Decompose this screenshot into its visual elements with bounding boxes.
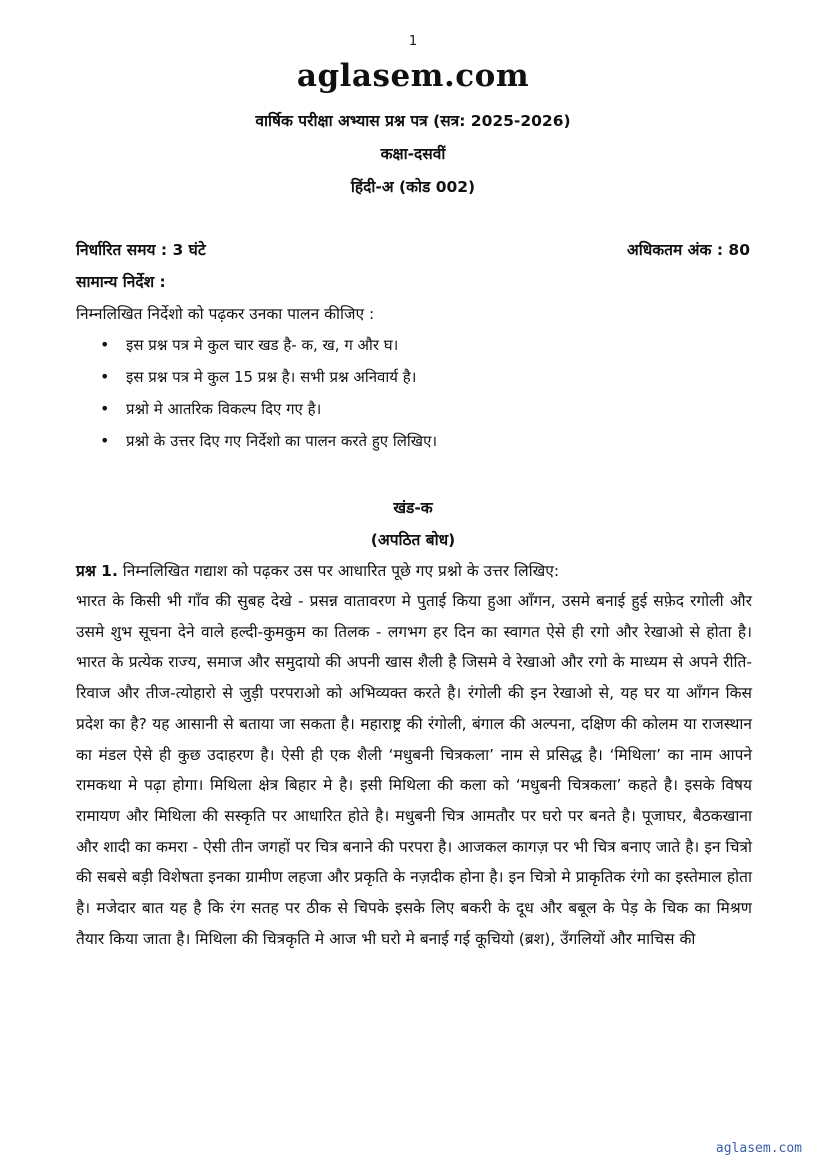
footer-brand: aglasem.com — [715, 1141, 802, 1156]
list-item: • प्रश्नो मे आतरिक विकल्प दिए गए है। — [126, 398, 800, 430]
page-number: 1 — [408, 34, 418, 49]
instructions-heading: सामान्य निर्देश : — [76, 273, 166, 291]
list-item: • इस प्रश्न पत्र मे कुल चार खड है- क, ख, ग और घ। — [126, 334, 800, 366]
class-label: कक्षा-दसवीं — [380, 145, 446, 163]
instructions-list — [76, 334, 800, 462]
question-instruction: निम्नलिखित गद्याश को पढ़कर उस पर आधारित पूछे गए प्रश्नो के उत्तर लिखिए: — [122, 562, 560, 580]
time-allowed: निर्धारित समय : 3 घंटे — [76, 241, 206, 259]
question-number: प्रश्न 1. — [76, 562, 118, 580]
question-block — [76, 560, 752, 954]
subject-label: हिंदी-अ (कोड 002) — [350, 178, 476, 196]
max-marks: अधिकतम अंक : 80 — [626, 241, 750, 259]
brand-logo-text: aglasem.com — [296, 58, 530, 94]
exam-meta-row — [76, 238, 750, 260]
section-title: खंड-क — [393, 499, 433, 517]
question-prompt — [76, 560, 752, 586]
list-item: • प्रश्नो के उत्तर दिए गए निर्देशो का पालन करते हुए लिखिए। — [126, 430, 800, 462]
section-subtitle: (अपठित बोध) — [370, 531, 456, 549]
passage-text: भारत के किसी भी गाँव की सुबह देखे - प्रसन्न वातावरण मे पुताई किया हुआ आँगन, उसमे बनाई हुई सफ़ेद रगोली और उसमे शुभ सूचना देने वाले हल्दी-कुमकुम का तिलक - लगभग हर दिन का स्वागत ऐसे ही रगो और रेखाओ से होता है। भारत के प्रत्येक राज्य, समाज और समुदायो की अपनी खास शैली है जिसमे वे रेखाओ और रगो के माध्यम से अपने रीति-रिवाज और तीज-त्योहारो से जुड़ी परपराओ को अभिव्यक्त करते है। रंगोली की इन रेखाओ से, यह घर या आँगन किस प्रदेश का है? यह आसानी से बताया जा सकता है। महाराष्ट्र की रंगोली, बंगाल की अल्पना, दक्षिण की कोलम या राजस्थान का मंडल ऐसे ही कुछ उदाहरण है। ऐसी ही एक शैली ‘मधुबनी चित्रकला’ नाम से प्रसिद्ध है। ‘मिथिला’ का नाम आपने रामकथा मे पढ़ा होगा। मिथिला क्षेत्र बिहार मे है। इसी मिथिला की कला को ‘मधुबनी चित्रकला’ कहते है। इसके विषय रामायण और मिथिला की सस्कृति पर आधारित होते है। मधुबनी चित्र आमतौर पर घरो पर बनते है। पूजाघर, बैठकखाना और शादी का कमरा - ऐसी तीन जगहों पर चित्र बनाने की परपरा है। आजकल कागज़ पर भी चित्र बनाए जाते है। इन चित्रो की सबसे बड़ी विशेषता इनका ग्रामीण लहजा और प्रकृति के नज़दीक होना है। इन चित्रो मे प्राकृतिक रंगो का इस्तेमाल होता है। मजेदार बात यह है कि रंग सतह पर ठीक से चिपके इसके लिए बकरी के दूध और बबूल के पेड़ के चिक का मिश्रण तैयार किया जाता है। मिथिला की चित्रकृति मे आज भी घरो मे बनाई गई कूचियो (ब्रश), उँगलियों और माचिस की — [76, 592, 752, 948]
instructions-intro: निम्नलिखित निर्देशो को पढ़कर उनका पालन कीजिए : — [76, 305, 375, 323]
list-item: • इस प्रश्न पत्र मे कुल 15 प्रश्न है। सभी प्रश्न अनिवार्य है। — [126, 366, 800, 398]
paper-title: वार्षिक परीक्षा अभ्यास प्रश्न पत्र (सत्र: 2025-2026) — [255, 112, 571, 130]
